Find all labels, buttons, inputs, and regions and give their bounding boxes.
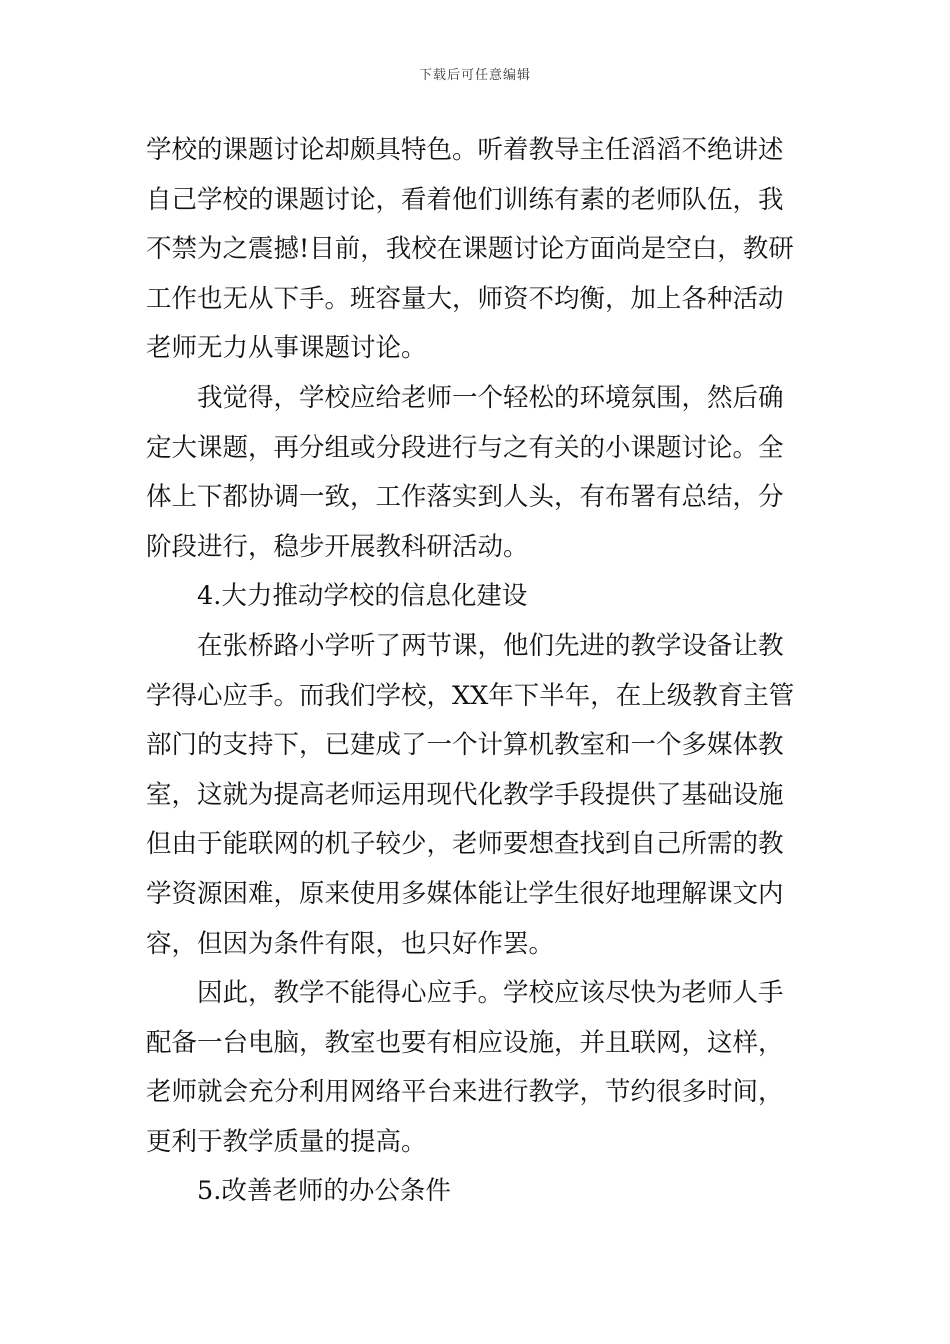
document-body [146,126,806,1217]
text-line: 室，这就为提高老师运用现代化教学手段提供了基础设施 [146,779,784,810]
text-line: 阶段进行，稳步开展教科研活动。 [146,531,529,562]
text-line: 不禁为之震撼!目前，我校在课题讨论方面尚是空白，教研 [146,234,794,265]
section-heading: 5.改善老师的办公条件 [197,1176,451,1207]
text-line: 学校的课题讨论却颇具特色。听着教导主任滔滔不绝讲述 [146,135,784,165]
text-line: 容，但因为条件有限，也只好作罢。 [146,928,555,959]
page-header: 下载后可任意编辑 [418,68,531,83]
text-line: 学得心应手。而我们学校，XX年下半年，在上级教育主管 [146,680,795,711]
text-line: 老师就会充分利用网络平台来进行教学，节约很多时间， [146,1077,784,1108]
paragraph-first-line: 在张桥路小学听了两节课，他们先进的教学设备让教 [197,630,784,661]
section-heading: 4.大力推动学校的信息化建设 [197,581,528,612]
text-line: 工作也无从下手。班容量大，师资不均衡，加上各种活动 [146,283,784,314]
paragraph-first-line: 因此，教学不能得心应手。学校应该尽快为老师人手 [197,978,784,1009]
text-line: 配备一台电脑，教室也要有相应设施，并且联网，这样， [146,1027,784,1058]
text-line: 自己学校的课题讨论，看着他们训练有素的老师队伍，我 [146,184,784,215]
text-line: 老师无力从事课题讨论。 [146,333,427,364]
text-line: 部门的支持下，已建成了一个计算机教室和一个多媒体教 [146,730,784,761]
paragraph-first-line: 我觉得，学校应给老师一个轻松的环境氛围，然后确 [197,382,784,413]
text-line: 定大课题，再分组或分段进行与之有关的小课题讨论。全 [146,432,784,463]
text-line: 更利于教学质量的提高。 [146,1126,427,1157]
text-line: 体上下都协调一致，工作落实到人头，有布署有总结，分 [146,482,784,513]
text-line: 学资源困难，原来使用多媒体能让学生很好地理解课文内 [146,878,784,909]
text-line: 但由于能联网的机子较少，老师要想查找到自己所需的教 [146,829,784,860]
